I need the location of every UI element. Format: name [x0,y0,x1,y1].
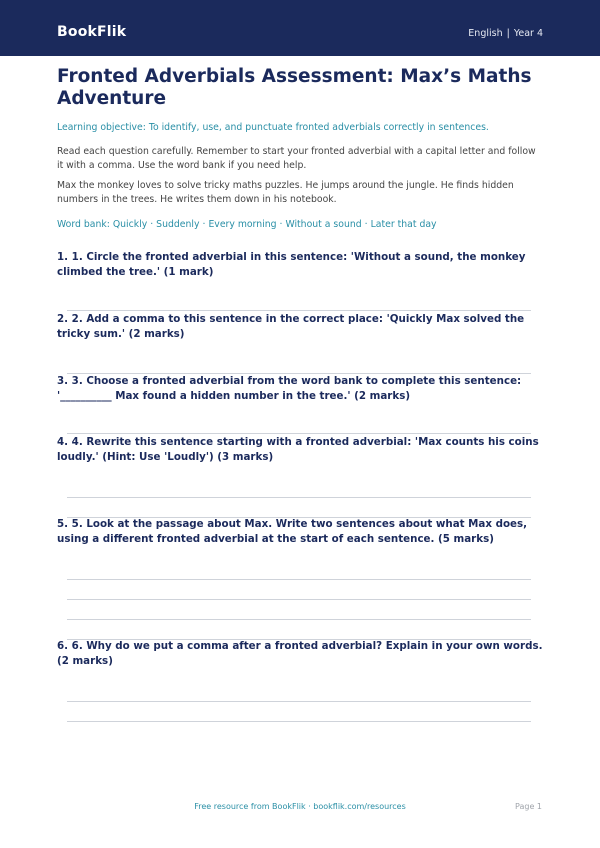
brand-logo[interactable]: BookFlik [57,24,127,40]
learning-objective: Learning objective: To identify, use, and punctuate fronted adverbials correctly in sentences. [57,122,489,133]
subject-year-label [468,28,543,39]
word-bank [57,219,437,230]
word-bank-label: Word bank: [57,219,110,230]
question-5: 5. 5. Look at the passage about Max. Write two sentences about what Max does, using a different fronted adverbial at the start of each sentence. (5 marks) [57,518,528,545]
footer-credit[interactable]: Free resource from BookFlik · bookflik.com/resources [194,802,406,811]
page-title: Fronted Adverbials Assessment: Max’s Maths Adventure [57,66,532,109]
word-bank-word: Quickly [112,219,148,230]
instructions-text: Read each question carefully. Remember to start your fronted adverbial with a capital letter and follow it with a comma. Use the word bank if you need help. [57,146,536,171]
word-bank-word: Every morning [208,219,277,230]
subject-label: English [468,28,503,39]
separator: | [506,28,510,39]
answer-line[interactable] [67,579,531,580]
word-bank-word: Later that day [370,219,437,230]
answer-line[interactable] [67,721,531,722]
word-bank-word: Without a sound [285,219,362,230]
year-label: Year 4 [513,28,543,39]
passage-text: Max the monkey loves to solve tricky maths puzzles. He jumps around the jungle. He finds hidden numbers in the trees. He writes them down in his notebook. [57,180,514,205]
answer-line[interactable] [67,497,531,498]
word-bank-separator: · [279,219,283,230]
word-bank-separator: · [364,219,368,230]
word-bank-separator: · [150,219,154,230]
answer-line[interactable] [67,599,531,600]
question-1: 1. 1. Circle the fronted adverbial in this sentence: 'Without a sound, the monkey climbed the tree.' (1 mark) [57,251,526,278]
question-4: 4. 4. Rewrite this sentence starting with a fronted adverbial: 'Max counts his coins loudly.' (Hint: Use 'Loudly') (3 marks) [57,436,539,463]
answer-line[interactable] [67,701,531,702]
question-2: 2. 2. Add a comma to this sentence in the correct place: 'Quickly Max solved the tricky sum.' (2 marks) [57,313,525,340]
page-header [0,0,600,56]
question-3: 3. 3. Choose a fronted adverbial from the word bank to complete this sentence: '__________ Max found a hidden number in the tree.' (2 marks) [57,375,522,402]
word-bank-word: Suddenly [156,219,200,230]
question-6: 6. 6. Why do we put a comma after a fronted adverbial? Explain in your own words. (2 marks) [57,640,543,667]
word-bank-separator: · [202,219,206,230]
answer-line[interactable] [67,433,531,434]
answer-line[interactable] [67,619,531,620]
answer-line[interactable] [67,310,531,311]
page-number: Page 1 [515,802,542,811]
